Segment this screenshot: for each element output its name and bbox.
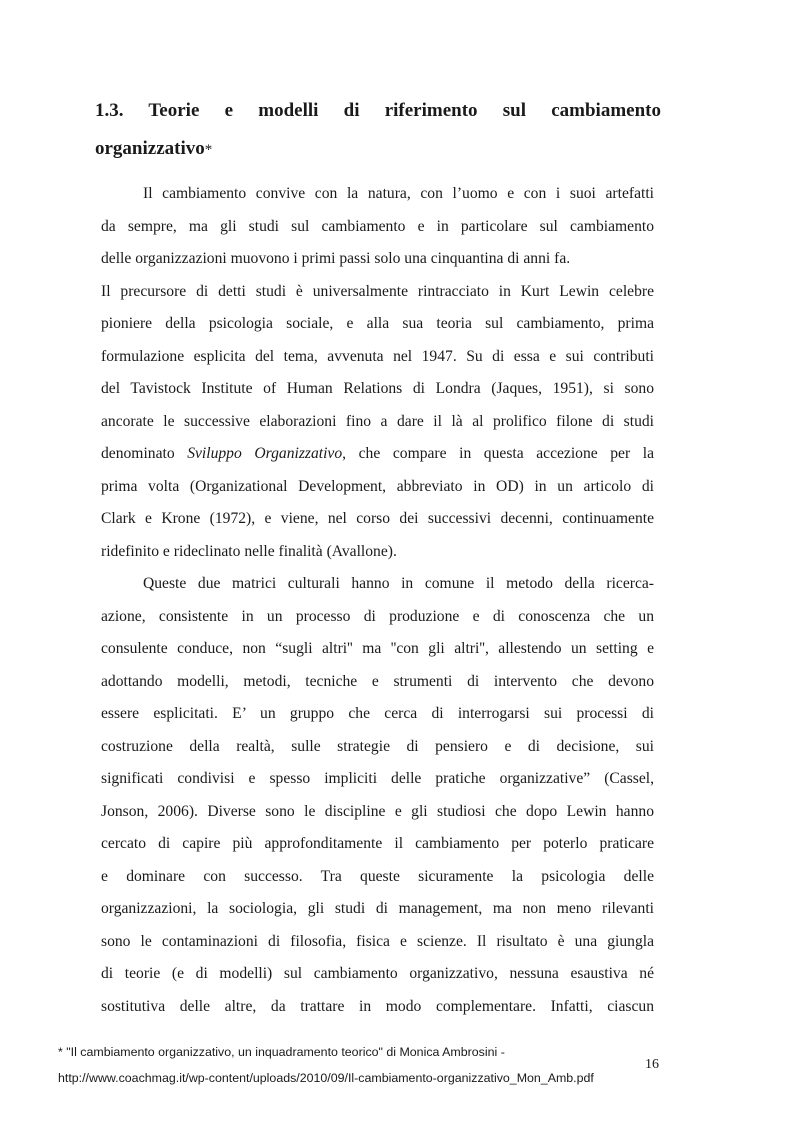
body-line [143,184,654,204]
body-line-text: Il precursore di detti studi è universalmente rintracciato in Kurt Lewin celebre [101,283,654,300]
body-line-text: significati condivisi e spesso impliciti delle pratiche organizzative” (Cassel, [101,770,654,787]
body-line [101,964,654,984]
body-line [101,899,654,919]
body-line-text: consulente conduce, non “sugli altri'' ma ''con gli altri'', allestendo un setting e [101,640,654,657]
body-line [101,932,654,952]
body-line-text: delle organizzazioni muovono i primi passi solo una cinquantina di anni fa. [101,250,571,267]
body-line-text: Queste due matrici culturali hanno in comune il metodo della ricerca- [143,575,654,592]
body-line-text: cercato di capire più approfonditamente il cambiamento per poterlo praticare [101,835,654,852]
body-line [101,282,654,302]
body-line-text: Jonson, 2006). Diverse sono le discipline e gli studiosi che dopo Lewin hanno [101,803,654,820]
body-line [101,607,654,627]
page-number: 16 [645,1057,659,1072]
body-line [101,639,654,659]
body-line [101,737,654,757]
body-line [101,769,654,789]
body-line [101,314,654,334]
body-line [101,997,654,1017]
body-line-text: formulazione esplicita del tema, avvenuta nel 1947. Su di essa e sui contributi [101,348,654,365]
body-line [101,477,654,497]
body-line-text: adottando modelli, metodi, tecniche e strumenti di intervento che devono [101,673,654,690]
section-heading-line1: 1.3. Teorie e modelli di riferimento sul cambiamento [95,100,661,121]
body-line [101,704,654,724]
body-line [101,672,654,692]
body-line [101,217,654,237]
body-line-text: e dominare con successo. Tra queste sicuramente la psicologia delle [101,868,654,885]
body-line-text: azione, consistente in un processo di produzione e di conoscenza che un [101,608,654,625]
body-line-text: Il cambiamento convive con la natura, con l’uomo e con i suoi artefatti [143,185,654,202]
body-line [101,379,654,399]
body-line [101,509,654,529]
section-heading-continued [95,130,661,169]
body-line-text: essere esplicitati. E’ un gruppo che cerca di interrogarsi sui processi di [101,705,654,722]
body-line [101,412,654,432]
body-line-text: sostitutiva delle altre, da trattare in modo complementare. Infatti, ciascun [101,998,654,1015]
body-line-text: ridefinito e rideclinato nelle finalità (Avallone). [101,543,397,560]
body-line [101,444,654,464]
body-line-text: ancorate le successive elaborazioni fino a dare il là al prolifico filone di studi [101,413,654,430]
section-heading [95,92,661,130]
body-line [101,834,654,854]
footnote-marker: * [204,142,213,158]
body-line-text: prima volta (Organizational Development, abbreviato in OD) in un articolo di [101,478,654,495]
body-line [101,249,654,269]
body-line-text: sono le contaminazioni di filosofia, fisica e scienze. Il risultato è una giungla [101,933,654,950]
body-line-text: organizzazioni, la sociologia, gli studi di management, ma non meno rilevanti [101,900,654,917]
body-line [101,802,654,822]
body-line-text: da sempre, ma gli studi sul cambiamento e in particolare sul cambiamento [101,218,654,235]
footnote [58,1039,658,1091]
body-line-text: costruzione della realtà, sulle strategie di pensiero e di decisione, sui [101,738,654,755]
body-line [101,347,654,367]
body-line-text: pioniere della psicologia sociale, e alla sua teoria sul cambiamento, prima [101,315,654,332]
body-line-text: , che compare in questa accezione per la [342,445,654,462]
body-line [143,574,654,594]
body-line [101,542,654,562]
footnote-url[interactable]: http://www.coachmag.it/wp-content/uploads/2010/09/Il-cambiamento-organizzativo_Mon_Amb.pdf [58,1071,594,1085]
italic-term: Sviluppo Organizzativo [187,445,343,462]
body-line-text: di teorie (e di modelli) sul cambiamento organizzativo, nessuna esaustiva né [101,965,654,982]
body-line-text: del Tavistock Institute of Human Relations di Londra (Jaques, 1951), si sono [101,380,654,397]
body-line [101,867,654,887]
footnote-citation: * "Il cambiamento organizzativo, un inquadramento teorico" di Monica Ambrosini - [58,1045,505,1059]
body-line-text: denominato [101,445,188,462]
section-heading-line2: organizzativo [95,138,205,159]
body-line-text: Clark e Krone (1972), e viene, nel corso dei successivi decenni, continuamente [101,510,654,527]
